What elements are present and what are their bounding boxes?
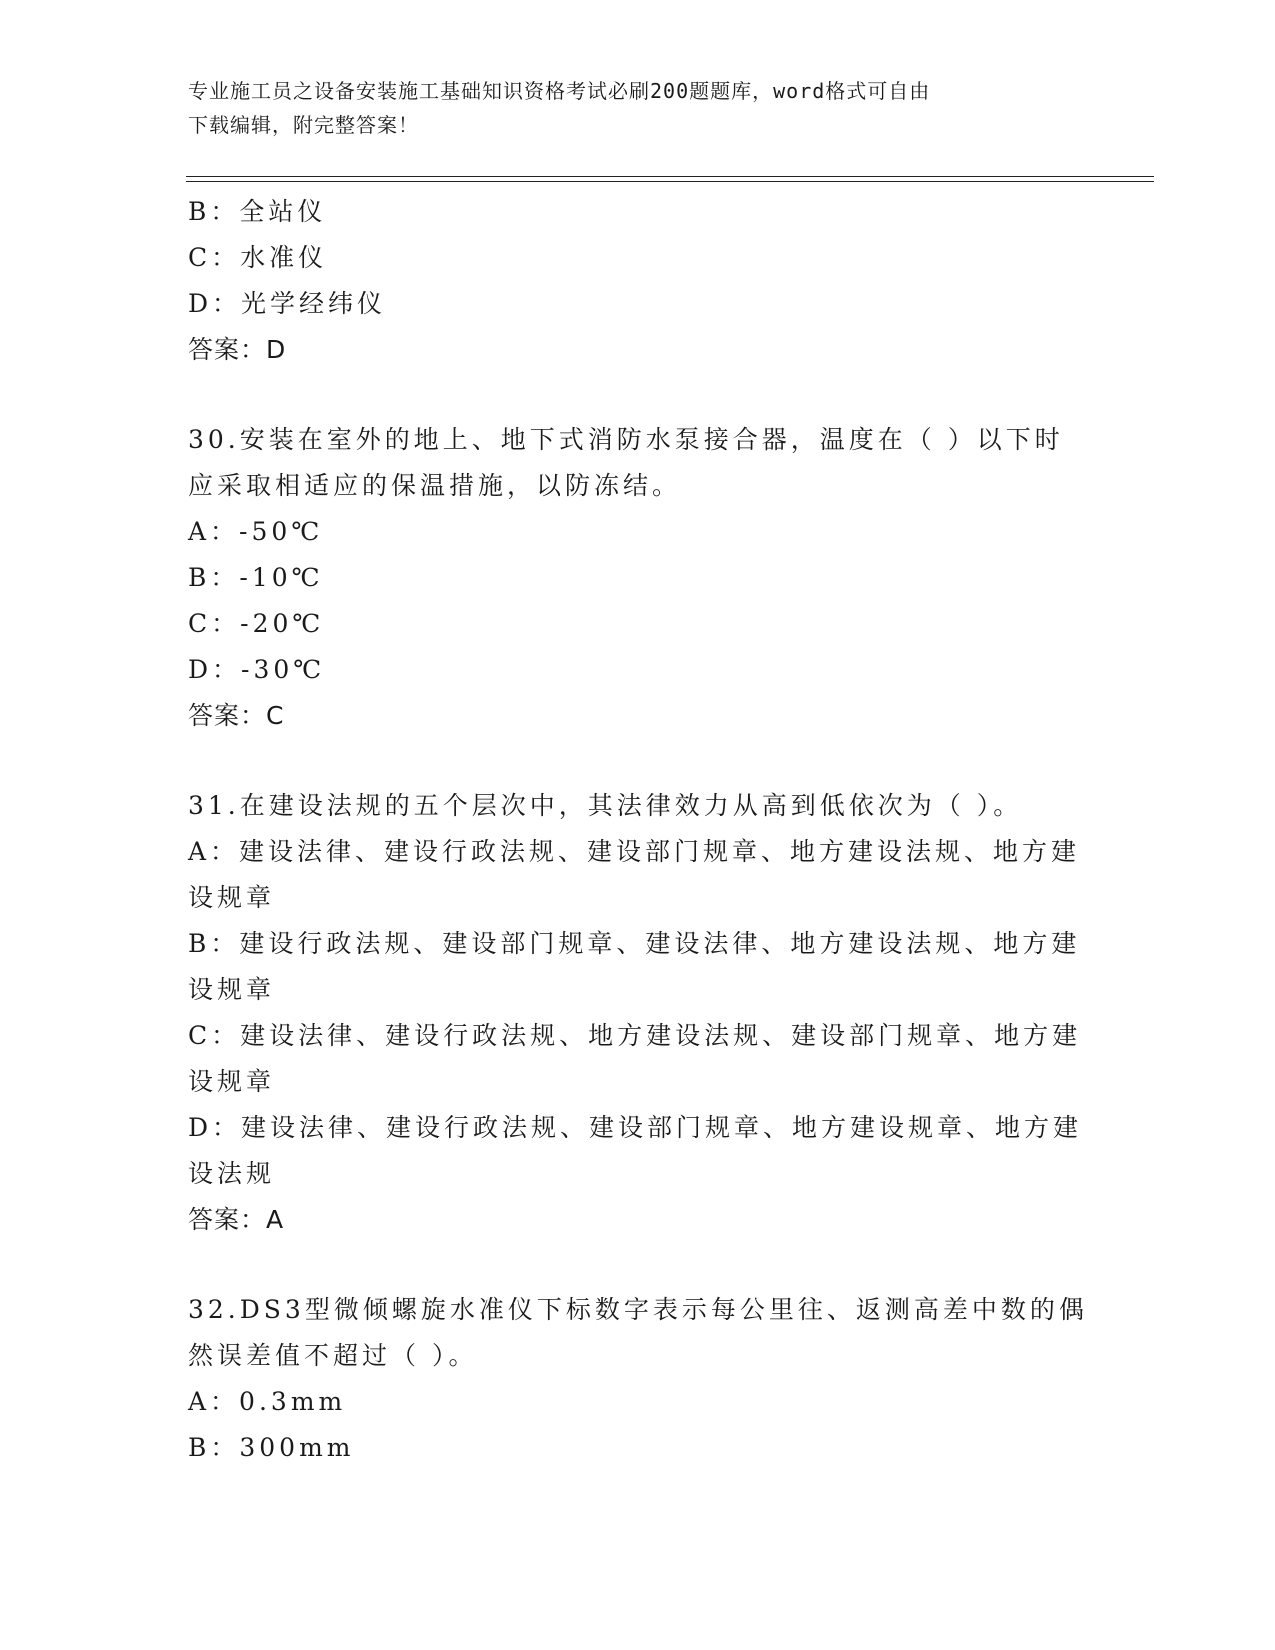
question-stem: 然误差值不超过（ ）。 — [188, 1341, 478, 1370]
question-stem: 31.在建设法规的五个层次中，其法律效力从高到低依次为（ ）。 — [188, 791, 1023, 820]
option-b: B：全站仪 — [188, 197, 327, 226]
question-block-29 — [188, 189, 1088, 373]
option-c-cont: 设规章 — [188, 1067, 276, 1096]
question-list — [188, 189, 1088, 1471]
answer-line: 答案：A — [188, 1205, 285, 1234]
option-c: C：-20℃ — [188, 609, 325, 638]
option-b: B：建设行政法规、建设部门规章、建设法律、地方建设法规、地方建 — [188, 929, 1081, 958]
option-c: C：水准仪 — [188, 243, 328, 272]
question-stem: 30.安装在室外的地上、地下式消防水泵接合器，温度在（ ）以下时 — [188, 425, 1064, 454]
option-d: D：光学经纬仪 — [188, 289, 387, 318]
question-block-31 — [188, 783, 1088, 1243]
option-a: A：-50℃ — [188, 517, 324, 546]
option-b-cont: 设规章 — [188, 975, 276, 1004]
question-stem: 32.DS3型微倾螺旋水准仪下标数字表示每公里往、返测高差中数的偶 — [188, 1295, 1088, 1324]
question-block-32 — [188, 1287, 1088, 1471]
question-block-30 — [188, 417, 1088, 739]
header-divider-top — [186, 176, 1154, 177]
header-line-1: 专业施工员之设备安装施工基础知识资格考试必刷200题题库，word格式可自由 — [188, 79, 931, 103]
option-c: C：建设法律、建设行政法规、地方建设法规、建设部门规章、地方建 — [188, 1021, 1082, 1050]
option-b: B：300mm — [188, 1433, 355, 1462]
header-line-2: 下载编辑，附完整答案！ — [188, 113, 419, 137]
option-a: A：0.3mm — [188, 1387, 347, 1416]
option-b: B：-10℃ — [188, 563, 324, 592]
answer-line: 答案：C — [188, 701, 285, 730]
header-divider-bottom — [186, 181, 1154, 182]
answer-line: 答案：D — [188, 335, 287, 364]
option-a: A：建设法律、建设行政法规、建设部门规章、地方建设法规、地方建 — [188, 837, 1081, 866]
option-d: D：-30℃ — [188, 655, 326, 684]
option-a-cont: 设规章 — [188, 883, 276, 912]
option-d: D：建设法律、建设行政法规、建设部门规章、地方建设规章、地方建 — [188, 1113, 1083, 1142]
document-header — [188, 74, 1088, 142]
question-stem: 应采取相适应的保温措施，以防冻结。 — [188, 471, 682, 500]
option-d-cont: 设法规 — [188, 1159, 276, 1188]
